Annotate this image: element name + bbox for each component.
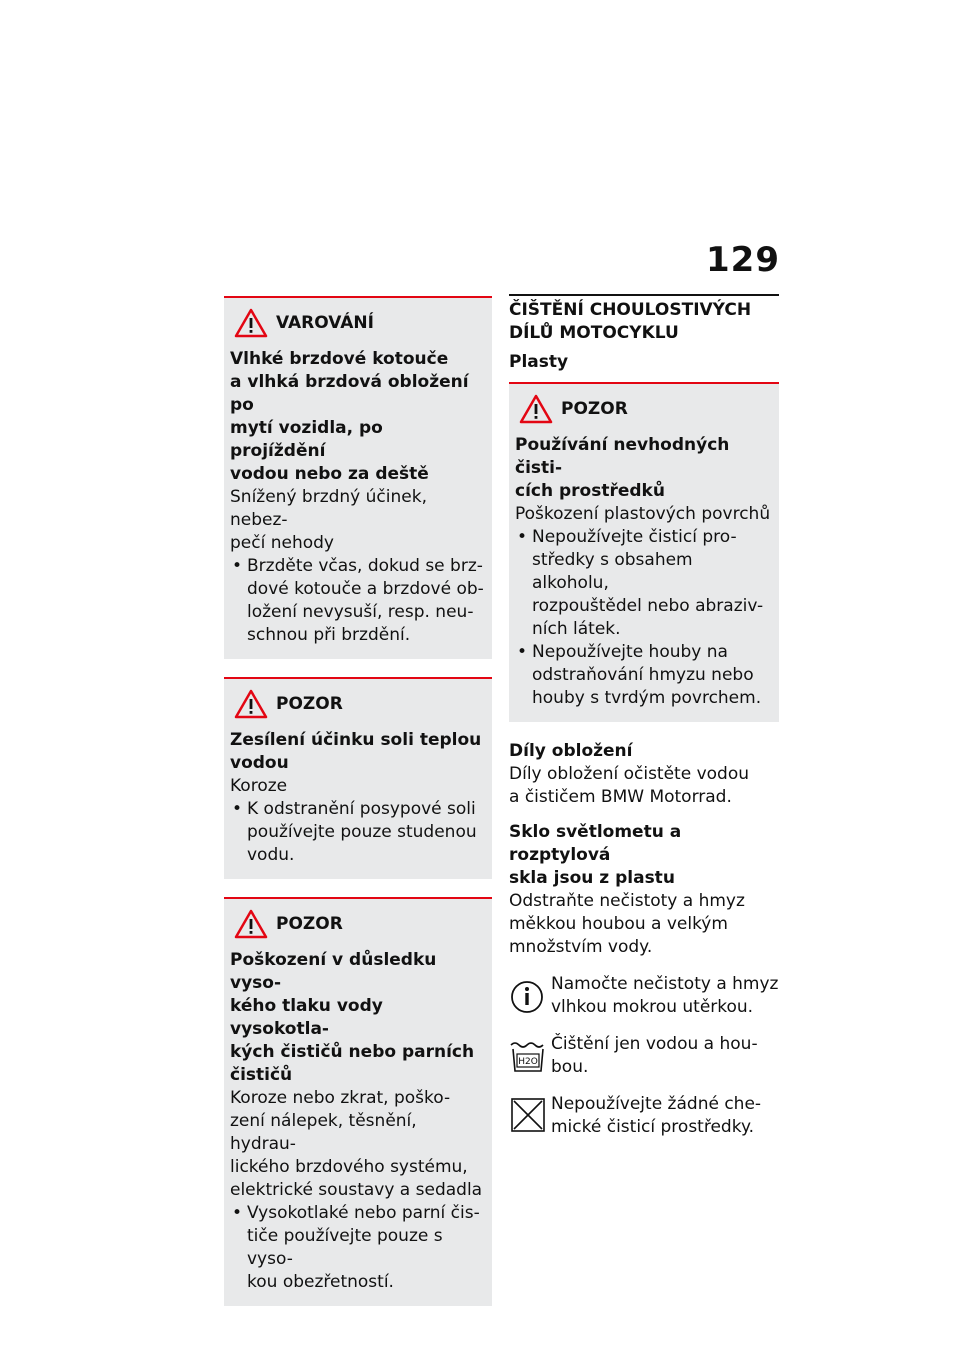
consequence-line: Poškození plastových povrchů [515, 504, 771, 524]
trim-text-line: Díly obložení očistěte vodou [509, 764, 750, 784]
box-heading-line: kého tlaku vody vysokotla- [230, 996, 383, 1039]
note-line: Namočte nečistoty a hmyz [551, 974, 779, 994]
box-heading-line: Zesílení účinku soli teplou [230, 730, 482, 750]
box-heading-line: a vlhká brzdová obložení po [230, 372, 469, 415]
box-heading-line: Vlhké brzdové kotouče [230, 349, 449, 369]
lens-title-line: skla jsou z plastu [509, 868, 675, 888]
subsection-title: Plasty [509, 352, 569, 372]
info-icon [509, 973, 547, 1017]
note-water [509, 1033, 779, 1079]
bullet-list [230, 555, 484, 647]
consequence-line: Koroze [230, 776, 288, 796]
consequence-line: Snížený brzdný účinek, nebez- [230, 487, 427, 530]
list-item: • Nepoužívejte houby na odstraňování hmyzu nebo houby s tvrdým povrchem. [515, 641, 771, 710]
note-line: vlhkou mokrou utěrkou. [551, 997, 754, 1017]
note-chemicals [509, 1093, 779, 1139]
no-chemicals-icon [509, 1093, 547, 1137]
list-item: • Nepoužívejte čisticí pro- středky s obsahem alkoholu, rozpouštědel nebo abraziv- ních látek. [515, 526, 771, 641]
list-item: • Vysokotlaké nebo parní čis- tiče používejte pouze s vyso- kou obezřetností. [230, 1202, 484, 1294]
bullet-list [515, 526, 771, 710]
consequence-line: elektrické soustavy a sedadla [230, 1180, 483, 1200]
lens-text-line: Odstraňte nečistoty a hmyz [509, 891, 745, 911]
box-heading-line: Poškození v důsledku vyso- [230, 950, 437, 993]
caution-box-cleaners [509, 382, 779, 722]
lens-text-line: měkkou houbou a velkým [509, 914, 728, 934]
warning-triangle-icon [234, 308, 268, 338]
box-label: POZOR [276, 914, 343, 934]
page-number: 129 [706, 240, 780, 280]
h2o-wash-icon [509, 1033, 547, 1077]
caution-box-high-pressure [224, 897, 492, 1306]
bullet-list [230, 798, 484, 867]
box-label: POZOR [561, 399, 628, 419]
note-line: Čištění jen vodou a hou- [551, 1034, 758, 1054]
box-heading-line: kých čističů nebo parních [230, 1042, 475, 1062]
trim-title: Díly obložení [509, 741, 633, 761]
box-heading-line: čističů [230, 1065, 293, 1085]
lens-section [509, 821, 779, 959]
note-info [509, 973, 779, 1019]
warning-triangle-icon [234, 909, 268, 939]
note-line: mické čisticí prostředky. [551, 1117, 754, 1137]
box-heading-line: mytí vozidla, po projíždění [230, 418, 383, 461]
box-label: VAROVÁNÍ [276, 313, 374, 333]
trim-text-line: a čističem BMW Motorrad. [509, 787, 732, 807]
consequence-line: lického brzdového systému, [230, 1157, 468, 1177]
warning-box-wet-brakes [224, 296, 492, 659]
consequence-line: pečí nehody [230, 533, 334, 553]
consequence-line: zení nálepek, těsnění, hydrau- [230, 1111, 417, 1154]
right-column [509, 294, 779, 1139]
note-line: Nepoužívejte žádné che- [551, 1094, 762, 1114]
box-heading-line: Používání nevhodných čisti- [515, 435, 730, 478]
h2o-label: H2O [518, 1057, 538, 1067]
warning-triangle-icon [234, 689, 268, 719]
warning-triangle-icon [519, 394, 553, 424]
consequence-line: Koroze nebo zkrat, poško- [230, 1088, 451, 1108]
section-title: ČIŠTĚNÍ CHOULOSTIVÝCH DÍLŮ MOTOCYKLU [509, 294, 779, 345]
list-item: • Brzděte včas, dokud se brz- dové kotouče a brzdové ob- ložení nevysuší, resp. neu- schnou při brzdění. [230, 555, 484, 647]
box-heading-line: vodou nebo za deště [230, 464, 429, 484]
note-line: bou. [551, 1057, 589, 1077]
caution-box-salt [224, 677, 492, 879]
lens-title-line: Sklo světlometu a rozptylová [509, 822, 682, 865]
box-heading-line: vodou [230, 753, 289, 773]
box-label: POZOR [276, 694, 343, 714]
box-heading-line: cích prostředků [515, 481, 665, 501]
lens-text-line: množstvím vody. [509, 937, 653, 957]
list-item: • K odstranění posypové soli používejte pouze studenou vodu. [230, 798, 484, 867]
left-column [224, 296, 492, 1324]
bullet-list [230, 1202, 484, 1294]
